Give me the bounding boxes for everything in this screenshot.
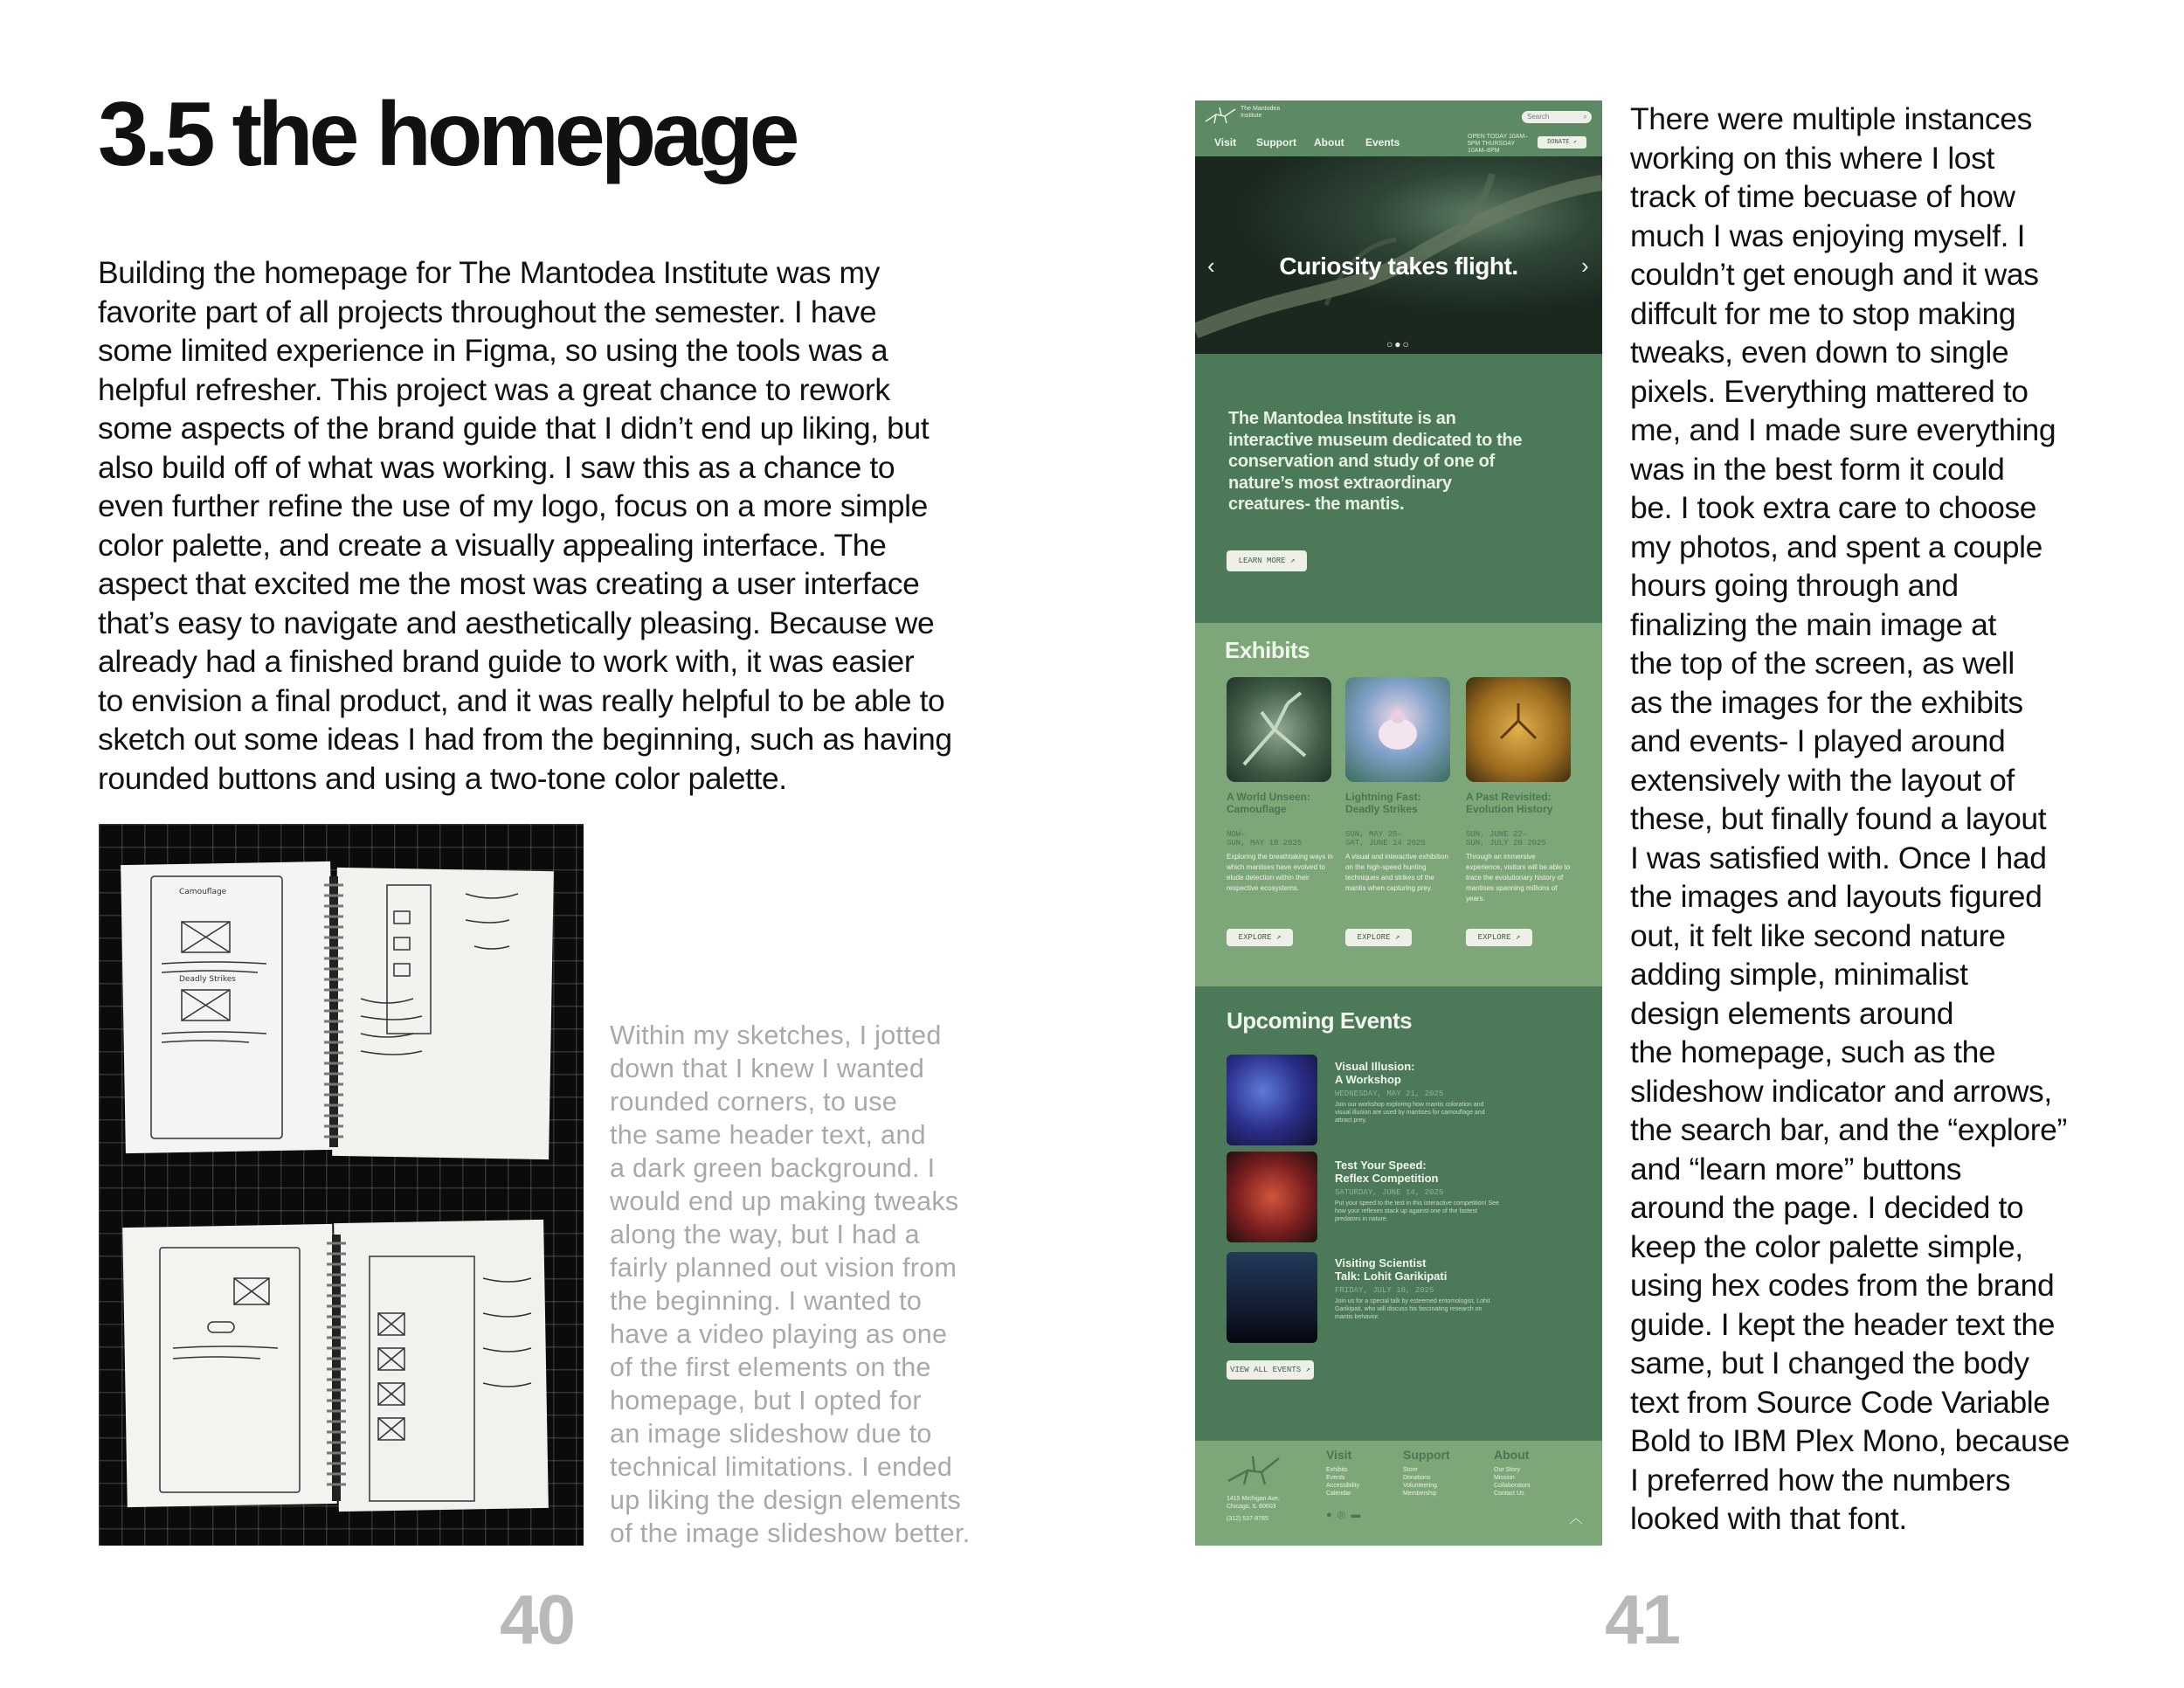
view-all-events-button[interactable]: VIEW ALL EVENTS ↗	[1227, 1360, 1314, 1380]
footer-links-about	[1494, 1466, 1564, 1498]
chevron-left-icon[interactable]: ‹	[1207, 253, 1215, 279]
footer-link[interactable]: Contact Us	[1494, 1491, 1524, 1497]
right-line: adding simple, minimalist	[1630, 957, 1968, 992]
exhibit-description: A visual and interactive exhibition on the high-speed hunting techniques and strikes of the mantis when capturing prey.	[1345, 853, 1448, 892]
intro-line: also build off of what was working. I saw this as a chance to	[98, 449, 895, 485]
right-line: much I was enjoying myself. I	[1630, 218, 2026, 253]
sketchbook-bottom	[122, 1220, 549, 1512]
right-line: There were multiple instances	[1630, 101, 2032, 136]
mantis-logo-icon	[1204, 106, 1239, 127]
event-image-talk	[1227, 1252, 1317, 1343]
intro-line: helpful refresher. This project was a great chance to rework	[98, 371, 890, 407]
right-line: me, and I made sure everything	[1630, 412, 2056, 447]
intro-line: some aspects of the brand guide that I didn’t end up liking, but	[98, 411, 930, 446]
homepage-mockup	[1195, 100, 1602, 1546]
caption-line: would end up making tweaks	[610, 1186, 959, 1216]
nav-events[interactable]: Events	[1365, 136, 1400, 149]
footer-heading-about: About	[1494, 1448, 1530, 1462]
caption-line: of the first elements on the	[610, 1352, 931, 1382]
right-line: the images and layouts figured	[1630, 879, 2042, 914]
right-line: pixels. Everything mattered to	[1630, 373, 2028, 409]
sketch-label-camouflage: Camouflage	[179, 888, 227, 896]
right-line: looked with that font.	[1630, 1501, 1907, 1536]
event-title: Visual Illusion: A Workshop	[1335, 1060, 1415, 1086]
explore-button[interactable]: EXPLORE ↗	[1227, 929, 1293, 946]
facebook-icon[interactable]: ●	[1326, 1510, 1337, 1520]
footer-links-visit	[1326, 1466, 1396, 1498]
right-line: track of time becuase of how	[1630, 179, 2015, 214]
caption-line: fairly planned out vision from	[610, 1253, 957, 1283]
mockup-logo-text: The Mantodea Institute	[1241, 106, 1281, 119]
social-icons	[1326, 1509, 1365, 1520]
intro-line: that’s easy to navigate and aesthetically pleasing. Because we	[98, 605, 935, 640]
exhibit-date: NOW– SUN, MAY 18 2025	[1227, 830, 1303, 847]
right-line: slideshow indicator and arrows,	[1630, 1073, 2052, 1109]
right-line: using hex codes from the brand	[1630, 1268, 2055, 1303]
instagram-icon[interactable]: ◎	[1337, 1510, 1351, 1520]
sketch-caption	[610, 1019, 1099, 1550]
right-line: Bold to IBM Plex Mono, because	[1630, 1423, 2070, 1458]
exhibit-title: A World Unseen: Camouflage	[1227, 791, 1311, 815]
hero-heading: Curiosity takes flight.	[1279, 253, 1518, 280]
right-line: text from Source Code Variable	[1630, 1384, 2050, 1420]
exhibit-description: Exploring the breathtaking ways in which mantises have evolved to elude detection within their respective ecosystems.	[1227, 853, 1333, 892]
right-line: hours going through and	[1630, 568, 1959, 603]
intro-line: rounded buttons and using a two-tone color palette.	[98, 760, 787, 796]
mockup-donate-button[interactable]: DONATE ↗	[1538, 136, 1586, 149]
search-icon: ⌕	[1583, 113, 1587, 121]
exhibit-image-camouflage	[1227, 677, 1331, 782]
explore-button[interactable]: EXPLORE ↗	[1345, 929, 1412, 946]
right-line: around the page. I decided to	[1630, 1190, 2024, 1225]
event-image-reflex	[1227, 1152, 1317, 1242]
event-description: Put your speed to the test in this interactive competition! See how your reflexes stack up against one of the fastest predators in nature.	[1335, 1200, 1499, 1222]
event-date: WEDNESDAY, MAY 21, 2025	[1335, 1090, 1444, 1098]
page-number-right: 41	[1605, 1581, 1679, 1658]
caption-line: rounded corners, to use	[610, 1087, 898, 1117]
right-line: working on this where I lost	[1630, 140, 1994, 176]
footer-mantis-logo-icon	[1227, 1453, 1288, 1488]
right-line: tweaks, even down to single	[1630, 335, 2009, 370]
right-line: the search bar, and the “explore”	[1630, 1112, 2067, 1147]
right-line: out, it felt like second nature	[1630, 917, 2006, 953]
right-line: the homepage, such as the	[1630, 1034, 1996, 1069]
caption-line: along the way, but I had a	[610, 1220, 920, 1249]
event-title: Visiting Scientist Talk: Lohit Garikipati	[1335, 1256, 1448, 1283]
caption-line: Within my sketches, I jotted	[610, 1020, 942, 1050]
intro-line: some limited experience in Figma, so using the tools was a	[98, 333, 888, 368]
mockup-header	[1195, 100, 1602, 156]
footer-address: 1415 Michigan Ave, Chicago, IL 60603	[1227, 1496, 1280, 1510]
footer-link[interactable]: Events	[1326, 1475, 1345, 1481]
explore-button[interactable]: EXPLORE ↗	[1466, 929, 1532, 946]
footer-link[interactable]: Volunteering	[1403, 1483, 1437, 1489]
learn-more-button[interactable]: LEARN MORE ↗	[1227, 550, 1307, 571]
intro-line: Building the homepage for The Mantodea Institute was my	[98, 255, 880, 290]
footer-heading-visit: Visit	[1326, 1448, 1352, 1462]
intro-line: sketch out some ideas I had from the beginning, such as having	[98, 722, 952, 757]
youtube-icon[interactable]: ▬	[1351, 1510, 1366, 1520]
exhibit-image-strikes	[1345, 677, 1450, 782]
right-line: be. I took extra care to choose	[1630, 490, 2037, 525]
exhibit-title: A Past Revisited: Evolution History	[1466, 791, 1553, 815]
footer-link[interactable]: Membership	[1403, 1491, 1437, 1497]
mockup-search-input[interactable]	[1522, 111, 1592, 123]
event-description: Join our workshop exploring how mantis coloration and visual illusion are used by mantises for camouflage and attract prey.	[1335, 1102, 1485, 1124]
exhibit-date: SUN, JUNE 22– SUN, JULY 20 2025	[1466, 830, 1546, 847]
nav-visit[interactable]: Visit	[1214, 136, 1237, 149]
footer-link[interactable]: Calendar	[1326, 1491, 1351, 1497]
caption-line: an image slideshow due to	[610, 1419, 932, 1449]
intro-line: already had a finished brand guide to work with, it was easier	[98, 644, 915, 679]
amber-fossil-image-icon	[1466, 677, 1571, 782]
intro-line: favorite part of all projects throughout the semester. I have	[98, 294, 877, 329]
caption-line: homepage, but I opted for	[610, 1386, 922, 1415]
event-description: Join us for a special talk by esteemed entomologist, Lohit Garikipati, who will discuss his fascinating research on mantis behavior.	[1335, 1298, 1490, 1320]
caption-line: a dark green background. I	[610, 1153, 936, 1183]
intro-line: color palette, and create a visually appealing interface. The	[98, 527, 887, 563]
right-line: and events- I played around	[1630, 723, 2006, 758]
event-image-workshop	[1227, 1055, 1317, 1145]
right-line: I preferred how the numbers	[1630, 1462, 2011, 1498]
footer-link[interactable]: Our Story	[1494, 1467, 1520, 1473]
back-to-top-icon[interactable]: ︿	[1569, 1512, 1584, 1526]
mockup-hero-slideshow	[1195, 156, 1602, 354]
caption-line: down that I knew I wanted	[610, 1054, 925, 1083]
right-line: same, but I changed the body	[1630, 1346, 2029, 1380]
footer-phone: (312) 537-8765	[1227, 1516, 1268, 1522]
slideshow-indicator[interactable]: ○●○	[1386, 338, 1411, 350]
caption-line: the beginning. I wanted to	[610, 1286, 923, 1316]
nav-about[interactable]: About	[1314, 136, 1344, 149]
right-line: keep the color palette simple,	[1630, 1228, 2023, 1264]
exhibit-image-evolution	[1466, 677, 1571, 782]
mantis-image-icon	[1227, 677, 1331, 782]
footer-link[interactable]: Exhibits	[1326, 1467, 1348, 1473]
intro-line: to envision a final product, and it was really helpful to be able to	[98, 682, 945, 718]
sketchbook-illustration	[99, 824, 584, 1546]
right-line: I was satisfied with. Once I had	[1630, 840, 2047, 875]
caption-line: the same header text, and	[610, 1120, 926, 1150]
intro-paragraph	[98, 253, 1024, 798]
page-title: 3.5 the homepage	[98, 84, 796, 185]
right-line: was in the best form it could	[1630, 451, 2005, 487]
sketchbook-photo	[99, 824, 584, 1546]
right-line: finalizing the main image at	[1630, 606, 1996, 642]
caption-line: of the image slideshow better.	[610, 1519, 971, 1548]
footer-link[interactable]: Donations	[1403, 1475, 1431, 1481]
intro-line: even further refine the use of my logo, focus on a more simple	[98, 488, 928, 523]
right-line: these, but finally found a layout	[1630, 801, 2047, 836]
right-line: and “learn more” buttons	[1630, 1151, 1962, 1186]
right-line: extensively with the layout of	[1630, 762, 2015, 798]
sketchbook-top	[121, 861, 554, 1159]
exhibits-heading: Exhibits	[1225, 637, 1310, 663]
nav-support[interactable]: Support	[1256, 136, 1296, 149]
right-line: guide. I kept the header text the	[1630, 1306, 2056, 1342]
footer-link[interactable]: Collaborators	[1494, 1483, 1531, 1489]
exhibit-title: Lightning Fast: Deadly Strikes	[1345, 791, 1421, 815]
right-line: diffcult for me to stop making	[1630, 295, 2016, 331]
footer-link[interactable]: Accessibility	[1326, 1483, 1360, 1489]
chevron-right-icon[interactable]: ›	[1581, 253, 1589, 279]
caption-line: up liking the design elements	[610, 1485, 962, 1515]
mockup-hours: OPEN TODAY 10AM–5PM THURSDAY 10AM–8PM	[1468, 134, 1529, 154]
orchid-mantis-image-icon	[1345, 677, 1450, 782]
exhibit-description: Through an immersive experience, visitors will be able to trace the evolutionary history of mantises spanning millions of years.	[1466, 853, 1571, 903]
caption-line: have a video playing as one	[610, 1319, 948, 1349]
footer-heading-support: Support	[1403, 1448, 1450, 1462]
mockup-about-text: The Mantodea Institute is an interactive museum dedicated to the conservation and study of one of nature’s most extraordinary creatures- the mantis.	[1228, 409, 1523, 514]
event-title: Test Your Speed: Reflex Competition	[1335, 1159, 1439, 1185]
intro-line: aspect that excited me the most was creating a user interface	[98, 566, 920, 601]
right-line: the top of the screen, as well	[1630, 646, 2015, 681]
caption-line: technical limitations. I ended	[610, 1452, 953, 1482]
right-line: design elements around	[1630, 995, 1954, 1031]
right-paragraph	[1630, 100, 2119, 1539]
event-date: SATURDAY, JUNE 14, 2025	[1335, 1188, 1444, 1197]
footer-link[interactable]: Mission	[1494, 1475, 1515, 1481]
right-line: as the images for the exhibits	[1630, 684, 2023, 720]
right-line: couldn’t get enough and it was	[1630, 257, 2039, 292]
search-placeholder: Search	[1527, 113, 1550, 121]
sketch-label-deadly-strikes: Deadly Strikes	[179, 975, 236, 984]
footer-links-support	[1403, 1466, 1473, 1498]
event-date: FRIDAY, JULY 18, 2025	[1335, 1286, 1434, 1295]
footer-link[interactable]: Store	[1403, 1467, 1418, 1473]
page-number-left: 40	[500, 1581, 574, 1658]
exhibit-date: SUN, MAY 25– SAT, JUNE 14 2025	[1345, 830, 1426, 847]
events-heading: Upcoming Events	[1227, 1007, 1413, 1034]
right-line: my photos, and spent a couple	[1630, 529, 2042, 564]
